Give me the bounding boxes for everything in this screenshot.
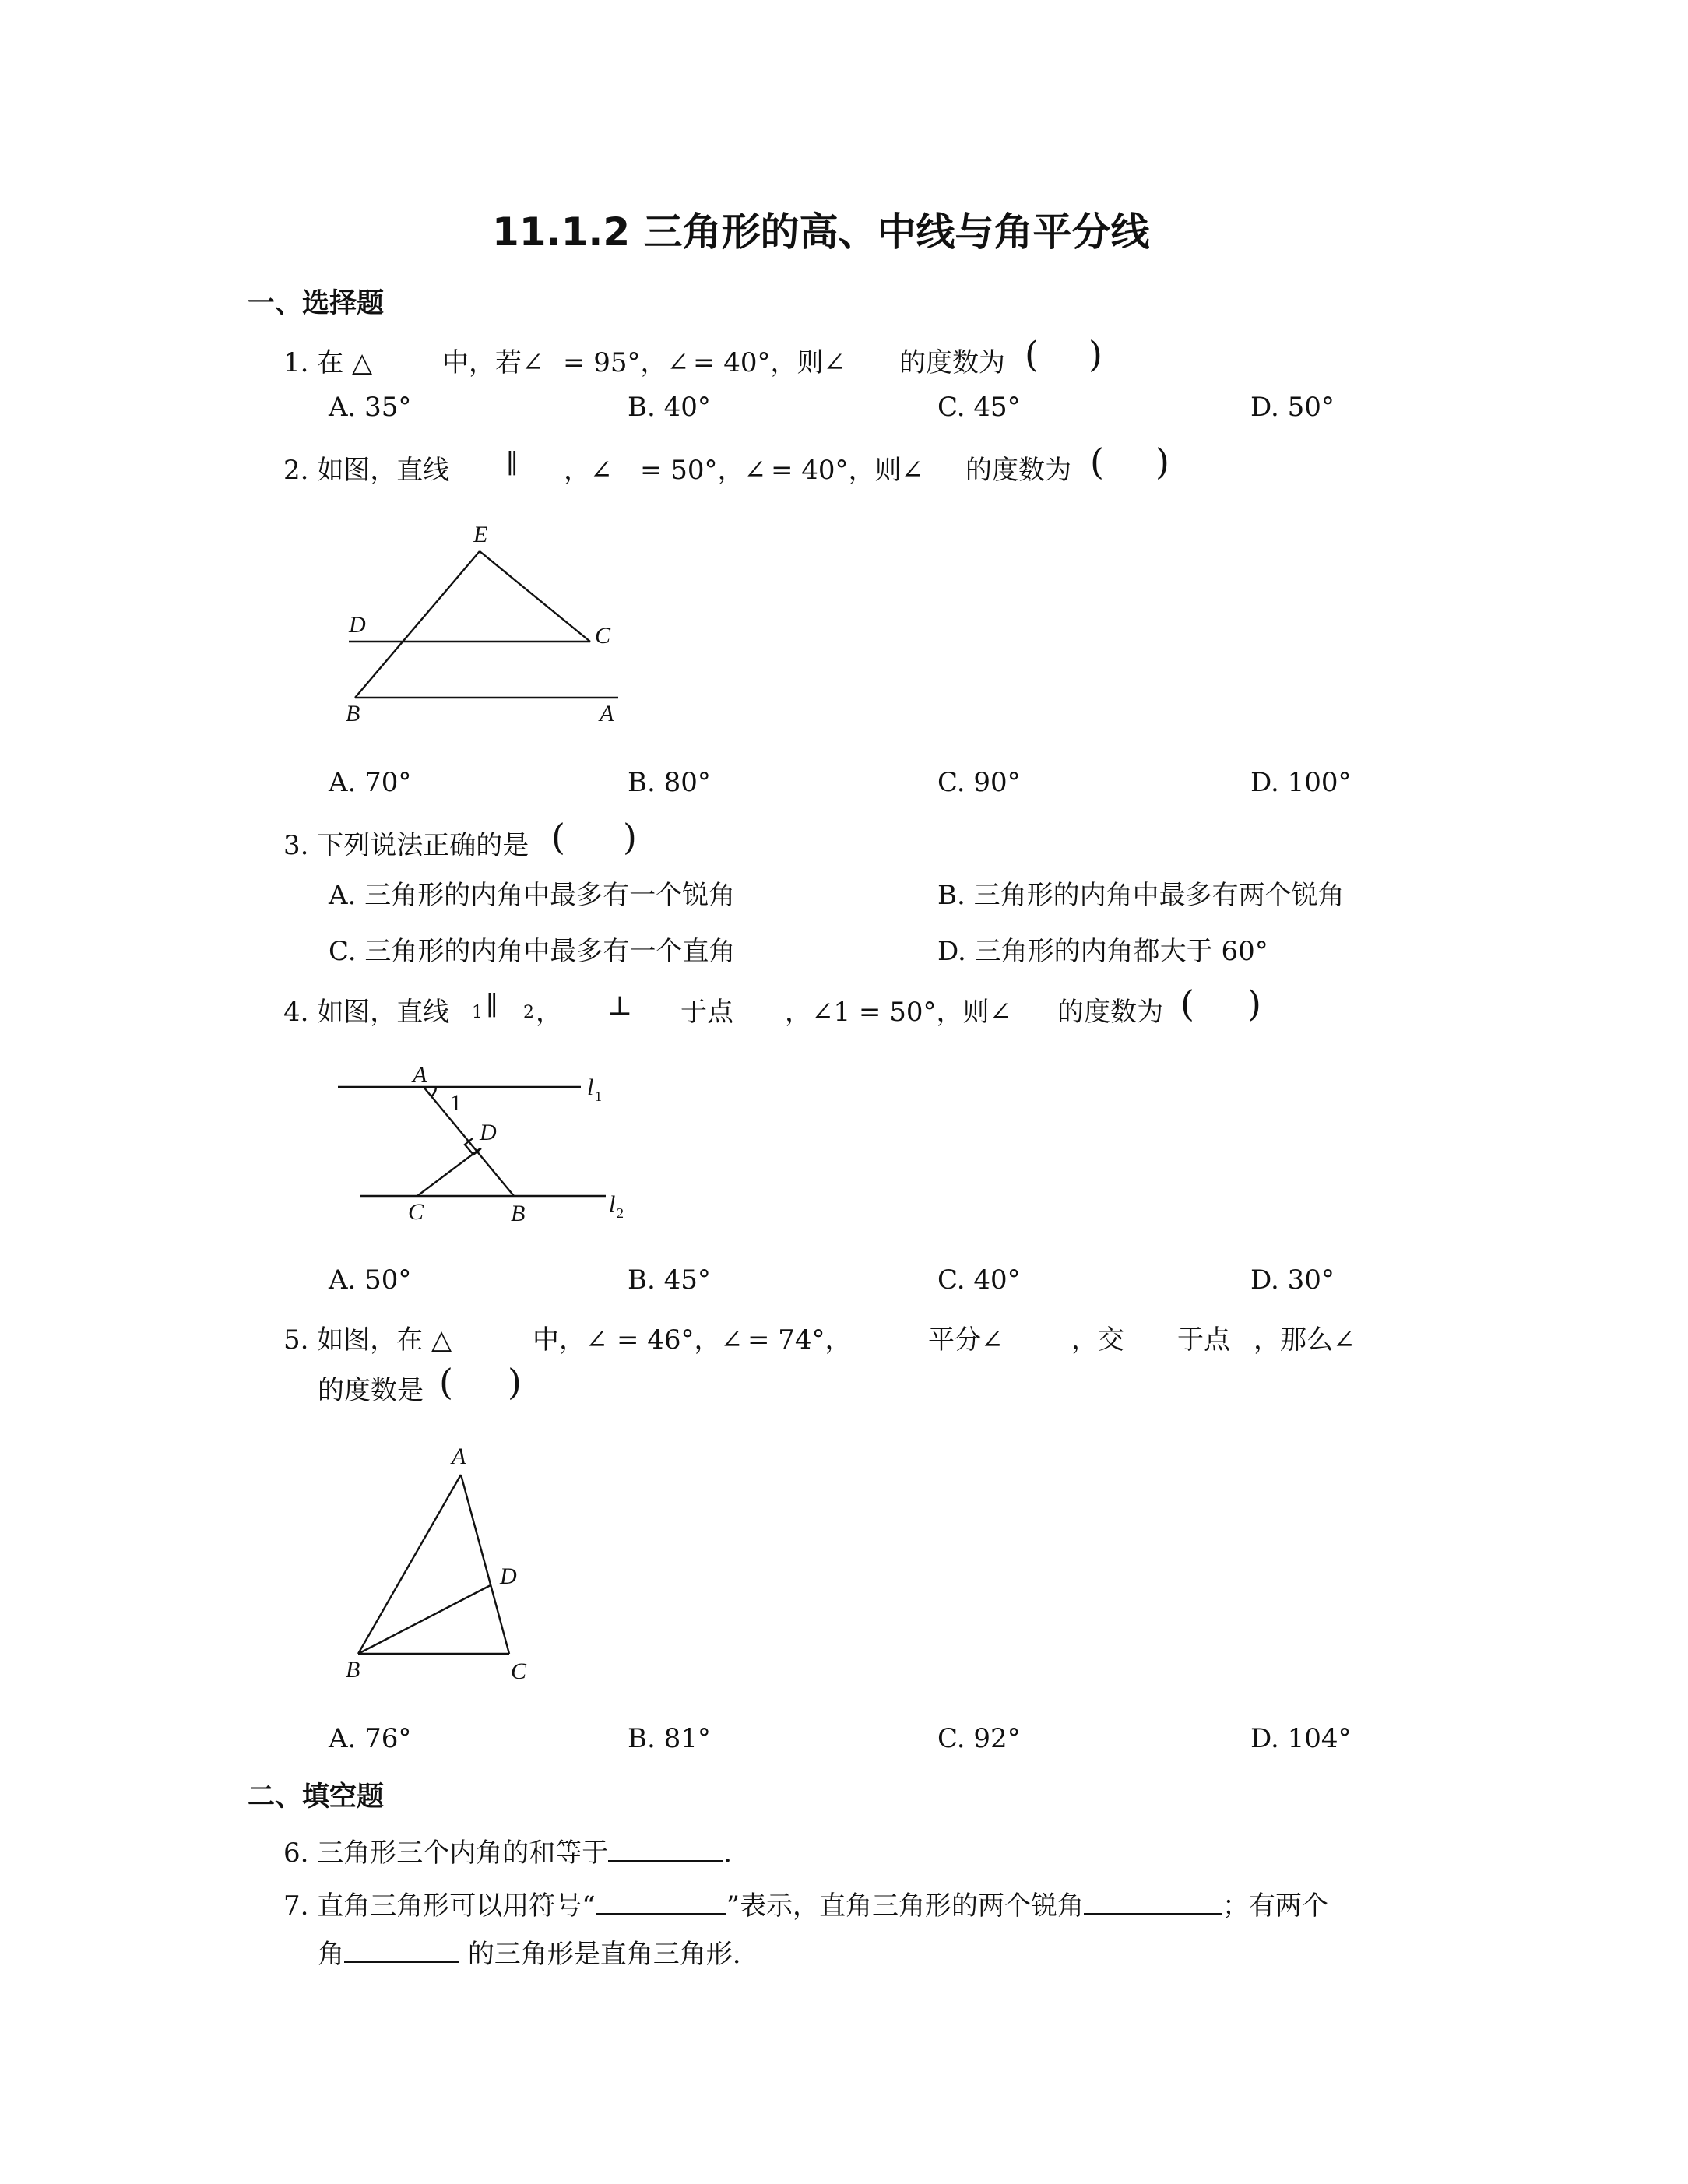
question-7-line2 [318,1933,741,1971]
q5-label-d: D [500,1563,517,1589]
q2-text-c: ，∠ [564,455,613,486]
q2-option-d: D. 100° [1250,767,1352,798]
q4-option-a: A. 50° [329,1264,412,1296]
q2-option-b: B. 80° [628,767,711,798]
q4-text-d: ⊥ [607,990,632,1022]
q3-answer-paren-left: ( [551,816,565,858]
q4-subscript-1: 1 [472,1003,483,1022]
q7-blank-acute-angles[interactable] [1084,1890,1222,1915]
page-title: 11.1.2 三角形的高、中线与角平分线 [492,209,1150,255]
q7-text-b: ”表示，直角三角形的两个锐角 [726,1890,1085,1922]
q2-answer-paren-right: ) [1155,441,1169,483]
q4-answer-paren-right: ) [1247,983,1261,1025]
q4-text-e: 于点 [680,997,733,1028]
q2-answer-paren-left: ( [1090,441,1104,483]
q2-option-a: A. 70° [329,767,412,798]
q2-segment-ec [480,551,590,642]
q5-figure [335,1433,553,1690]
q4-option-b: B. 45° [628,1264,711,1296]
q7-text-e: 的三角形是直角三角形. [467,1939,741,1970]
q5-text-b: 中，∠ [533,1324,608,1356]
q1-option-a: A. 35° [329,392,412,423]
q4-label-c: C [408,1199,424,1225]
q5-text-a: 5. 如图，在 △ [283,1324,452,1356]
question-7 [283,1884,1328,1922]
q3-option-a: A. 三角形的内角中最多有一个锐角 [329,880,736,911]
q7-text-d: 角 [318,1939,344,1970]
q1-option-b: B. 40° [628,392,711,423]
q4-subscript-2: 2 [523,1003,534,1022]
q3-option-b: B. 三角形的内角中最多有两个锐角 [937,880,1345,911]
q4-label-angle-1: 1 [450,1090,462,1116]
q2-text-b: ∥ [506,448,519,480]
q4-label-a: A [413,1062,427,1088]
question-6 [283,1831,732,1869]
q6-text-a: 6. 三角形三个内角的和等于 [283,1838,609,1869]
q6-text-b: . [723,1838,733,1869]
q5-answer-paren-left: ( [439,1361,453,1403]
q4-text-b: ∥ [486,990,498,1022]
q7-blank-angles[interactable] [344,1938,459,1963]
q5-text-e: 平分∠ [928,1324,1004,1356]
q4-figure [327,1059,654,1230]
q5-option-b: B. 81° [628,1723,711,1754]
q4-answer-paren-left: ( [1180,983,1194,1025]
q5-text-d: = 74°， [747,1324,852,1356]
q4-angle-1-arc [431,1087,436,1096]
q4-text-c: ， [536,997,562,1028]
q5-label-c: C [511,1658,527,1684]
q1-text-e: 的度数为 [899,347,1005,378]
q1-text-c: = 95°，∠ [563,347,690,378]
section-fill-heading: 二、填空题 [248,1781,385,1813]
q2-text-f: 的度数为 [965,455,1071,486]
q5-text-h: ，那么∠ [1254,1324,1356,1356]
q5-text-g: 于点 [1177,1324,1230,1356]
q2-text-a: 2. 如图，直线 [283,455,450,486]
q1-option-c: C. 45° [937,392,1021,423]
q4-text-a: 4. 如图，直线 [283,997,450,1028]
q4-segment-cd [417,1148,480,1196]
q5-text-f: ，交 [1071,1324,1124,1356]
q5-label-b: B [346,1657,360,1683]
q4-option-d: D. 30° [1250,1264,1335,1296]
q4-label-l1: l [587,1074,594,1100]
q1-answer-paren-left: ( [1025,333,1039,375]
q2-figure [335,514,631,732]
q5-option-c: C. 92° [937,1723,1021,1754]
q4-label-l2: l [609,1191,616,1217]
q4-label-l2-sub: 2 [617,1205,624,1221]
q5-option-d: D. 104° [1250,1723,1352,1754]
q2-option-c: C. 90° [937,767,1021,798]
q4-label-l1-sub: 1 [595,1088,602,1104]
q5-option-a: A. 76° [329,1723,412,1754]
q4-text-g: 的度数为 [1057,997,1163,1028]
q2-label-e: E [473,522,488,547]
q5-text-line2: 的度数是 [318,1375,424,1406]
q3-option-c: C. 三角形的内角中最多有一个直角 [329,936,736,967]
q4-label-d: D [480,1120,497,1145]
section-choice-heading: 一、选择题 [248,288,385,319]
q2-label-a: A [600,701,614,726]
q2-label-b: B [346,701,360,726]
q1-option-d: D. 50° [1250,392,1335,423]
q2-label-c: C [595,623,611,649]
q3-text: 3. 下列说法正确的是 [283,830,529,861]
q1-text-a: 1. 在 △ [283,347,373,378]
q5-answer-paren-right: ) [508,1361,522,1403]
q7-text-a: 7. 直角三角形可以用符号“ [283,1890,596,1922]
q6-answer-blank[interactable] [608,1837,723,1862]
q5-text-c: = 46°，∠ [617,1324,744,1356]
q1-answer-paren-right: ) [1088,333,1102,375]
q1-text-b: 中，若∠ [442,347,544,378]
q3-option-d: D. 三角形的内角都大于 60° [937,936,1268,967]
q7-text-c: ；有两个 [1222,1890,1329,1922]
q1-text-d: = 40°，则∠ [693,347,846,378]
q2-segment-eb [355,551,480,698]
q7-blank-symbol[interactable] [596,1890,726,1915]
q3-answer-paren-right: ) [623,816,637,858]
q4-label-b: B [511,1201,526,1226]
q4-text-f: ，∠1 = 50°，则∠ [785,997,1011,1028]
q2-text-e: = 40°，则∠ [771,455,924,486]
q4-option-c: C. 40° [937,1264,1021,1296]
q2-text-d: = 50°，∠ [640,455,767,486]
q2-label-d: D [349,612,366,638]
q5-label-a: A [452,1444,466,1469]
